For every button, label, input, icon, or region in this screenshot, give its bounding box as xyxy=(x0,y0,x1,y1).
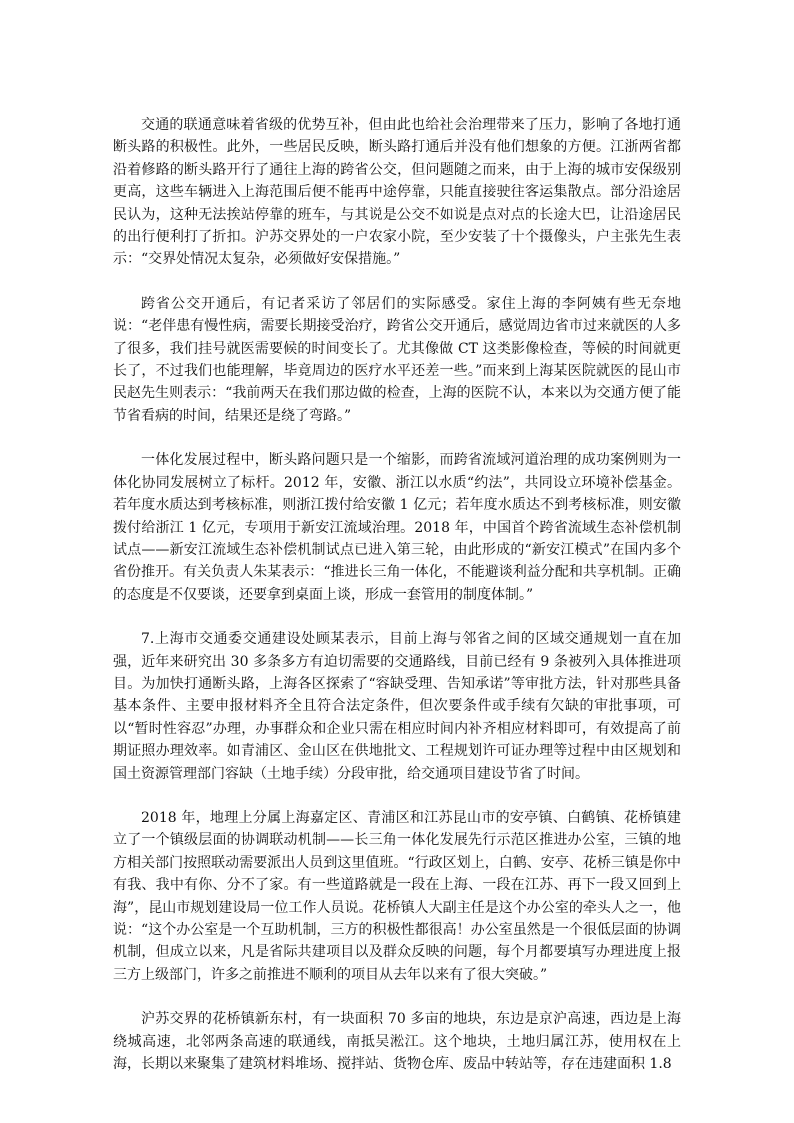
document-body xyxy=(113,114,681,1075)
paragraph-cross-province-bus: 跨省公交开通后，有记者采访了邻居们的实际感受。家住上海的李阿姨有些无奈地说：“老伴患有慢性病，需要长期接受治疗，跨省公交开通后，感觉周边省市过来就医的人多了很多，我们挂号就医需要候的时间变长了。尤其像做 CT 这类影像检查，等候的时间就更长了，不过我们也能理解，毕竟周边的医疗水平还差一些。”而来到上海某医院就医的昆山市民赵先生则表示：“我前两天在我们那边做的检查，上海的医院不认，本来以为交通方便了能节省看病的时间，结果还是绕了弯路。” xyxy=(113,295,681,424)
paragraph-xinan-river-model: 一体化发展过程中，断头路问题只是一个缩影，而跨省流域河道治理的成功案例则为一体化协同发展树立了标杆。2012 年，安徽、浙江以水质“约法”，共同设立环境补偿基金。若年度水质达到考核标准，则浙江拨付给安徽 1 亿元；若年度水质达不到考核标准，则安徽拨付给浙江 1 亿元，专项用于新安江流域治理。2018 年，中国首个跨省流域生态补偿机制试点——新安江流域生态补偿机制试点已进入第三轮，由此形成的“新安江模式”在国内多个省份推开。有关负责人朱某表示：“推进长三角一体化，不能避谈利益分配和共享机制。正确的态度是不仅要谈，还要拿到桌面上谈，形成一套管用的制度体制。” xyxy=(113,452,681,603)
paragraph-transport-linkage: 交通的联通意味着省级的优势互补，但由此也给社会治理带来了压力，影响了各地打通断头路的积极性。此外，一些居民反映，断头路打通后并没有他们想象的方便。江浙两省都沿着修路的断头路开行了通往上海的跨省公交，但问题随之而来，由于上海的城市安保级别更高，这些车辆进入上海范围后便不能再中途停靠，只能直接驶往客运集散点。部分沿途居民认为，这种无法挨站停靠的班车，与其说是公交不如说是点对点的长途大巴，让沿途居民的出行便利打了折扣。沪苏交界处的一户农家小院，至少安装了十个摄像头，户主张先生表示：“交界处情况太复杂，必须做好安保措施。” xyxy=(113,117,681,268)
paragraph-huaqiao-plot: 沪苏交界的花桥镇新东村，有一块面积 70 多亩的地块，东边是京沪高速，西边是上海绕城高速，北邻两条高速的联通线，南抵吴淞江。这个地块，土地归属江苏，使用权在上海，长期以来聚集了建筑材料堆场、搅拌站、货物仓库、废品中转站等，存在违建面积 1.8 xyxy=(113,1011,681,1073)
paragraph-shanghai-transport-planning: 7.上海市交通委交通建设处顾某表示，目前上海与邻省之间的区域交通规划一直在加强，近年来研究出 30 多条多方有迫切需要的交通路线，目前已经有 9 条被列入具体推进项目。为加快打通断头路，上海各区探索了“容缺受理、告知承诺”等审批方法，针对那些具备基本条件、主要申报材料齐全且符合法定条件，但次要条件或手续有欠缺的审批事项，可以“暂时性容忍”办理，办事群众和企业只需在相应时间内补齐相应材料即可，有效提高了前期证照办理效率。如青浦区、金山区在供地批文、工程规划许可证办理等过程中由区规划和国土资源管理部门容缺（土地手续）分段审批，给交通项目建设节省了时间。 xyxy=(113,631,681,782)
paragraph-three-towns-mechanism: 2018 年，地理上分属上海嘉定区、青浦区和江苏昆山市的安亭镇、白鹤镇、花桥镇建立了一个镇级层面的协调联动机制——长三角一体化发展先行示范区推进办公室，三镇的地方相关部门按照联动需要派出人员到这里值班。“行政区划上，白鹤、安亭、花桥三镇是你中有我、我中有你、分不了家。有一些道路就是一段在上海、一段在江苏、再下一段又回到上海”，昆山市规划建设局一位工作人员说。花桥镇人大副主任是这个办公室的牵头人之一，他说：“这个办公室是一个互助机制，三方的积极性都很高！办公室虽然是一个很低层面的协调机制，但成立以来，凡是省际共建项目以及群众反映的问题，每个月都要填写办理进度上报三方上级部门，许多之前推进不顺利的项目从去年以来有了很大突破。” xyxy=(113,809,681,983)
